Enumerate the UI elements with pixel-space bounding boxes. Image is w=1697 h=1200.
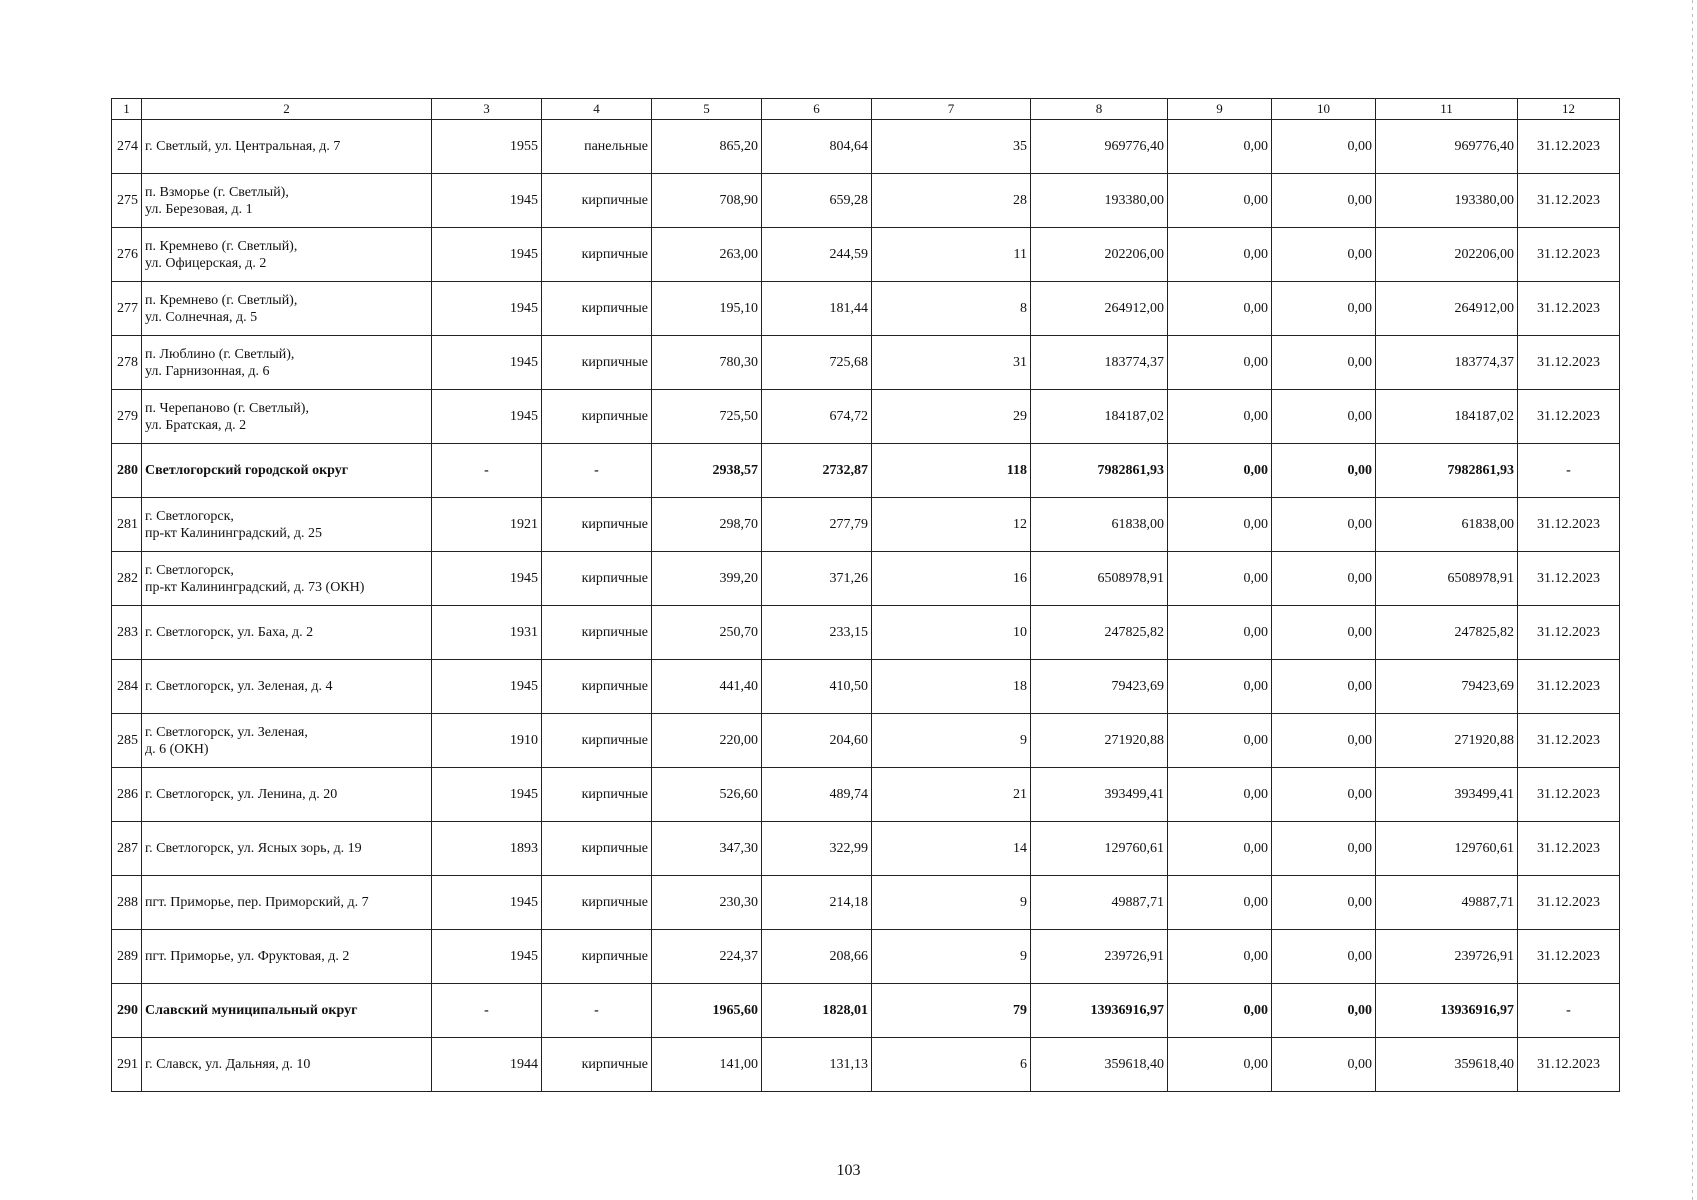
residents-cell: 29 [872, 390, 1031, 444]
area-total-cell: 526,60 [652, 768, 762, 822]
residents-cell: 18 [872, 660, 1031, 714]
cost-total-cell: 6508978,91 [1031, 552, 1168, 606]
cost-budget-cell: 0,00 [1272, 822, 1376, 876]
address-cell: п. Кремнево (г. Светлый), ул. Офицерская, д. 2 [142, 228, 432, 282]
cost-total-cell: 13936916,97 [1031, 984, 1168, 1038]
year-cell: 1944 [432, 1038, 542, 1092]
cost-budget-cell: 0,00 [1272, 228, 1376, 282]
deadline-cell: 31.12.2023 [1518, 120, 1620, 174]
area-living-cell: 181,44 [762, 282, 872, 336]
cost-fund-cell: 0,00 [1168, 876, 1272, 930]
table-row [112, 552, 1620, 606]
cost-owners-cell: 49887,71 [1376, 876, 1518, 930]
deadline-cell: 31.12.2023 [1518, 336, 1620, 390]
cost-budget-cell: 0,00 [1272, 876, 1376, 930]
row-number: 291 [112, 1038, 142, 1092]
cost-budget-cell: 0,00 [1272, 660, 1376, 714]
column-header: 5 [652, 99, 762, 120]
residents-cell: 8 [872, 282, 1031, 336]
cost-total-cell: 202206,00 [1031, 228, 1168, 282]
residents-cell: 79 [872, 984, 1031, 1038]
cost-owners-cell: 264912,00 [1376, 282, 1518, 336]
year-cell: 1945 [432, 282, 542, 336]
year-cell: 1931 [432, 606, 542, 660]
material-cell: кирпичные [542, 606, 652, 660]
area-living-cell: 277,79 [762, 498, 872, 552]
deadline-cell: 31.12.2023 [1518, 174, 1620, 228]
area-total-cell: 780,30 [652, 336, 762, 390]
cost-budget-cell: 0,00 [1272, 390, 1376, 444]
cost-total-cell: 239726,91 [1031, 930, 1168, 984]
area-living-cell: 131,13 [762, 1038, 872, 1092]
cost-fund-cell: 0,00 [1168, 1038, 1272, 1092]
table-row [112, 822, 1620, 876]
cost-budget-cell: 0,00 [1272, 930, 1376, 984]
area-total-cell: 298,70 [652, 498, 762, 552]
cost-owners-cell: 239726,91 [1376, 930, 1518, 984]
area-total-cell: 1965,60 [652, 984, 762, 1038]
year-cell: 1955 [432, 120, 542, 174]
cost-total-cell: 969776,40 [1031, 120, 1168, 174]
year-cell: 1910 [432, 714, 542, 768]
page-number: 103 [836, 1162, 861, 1179]
residents-cell: 21 [872, 768, 1031, 822]
cost-budget-cell: 0,00 [1272, 498, 1376, 552]
cost-fund-cell: 0,00 [1168, 282, 1272, 336]
row-number: 282 [112, 552, 142, 606]
area-total-cell: 2938,57 [652, 444, 762, 498]
residents-cell: 9 [872, 876, 1031, 930]
address-cell: г. Светлый, ул. Центральная, д. 7 [142, 120, 432, 174]
material-cell: кирпичные [542, 336, 652, 390]
address-cell: п. Черепаново (г. Светлый), ул. Братская, д. 2 [142, 390, 432, 444]
cost-total-cell: 247825,82 [1031, 606, 1168, 660]
year-cell: - [432, 444, 542, 498]
year-cell: - [432, 984, 542, 1038]
area-total-cell: 347,30 [652, 822, 762, 876]
deadline-cell: 31.12.2023 [1518, 282, 1620, 336]
material-cell: панельные [542, 120, 652, 174]
cost-budget-cell: 0,00 [1272, 282, 1376, 336]
deadline-cell: 31.12.2023 [1518, 1038, 1620, 1092]
area-total-cell: 224,37 [652, 930, 762, 984]
residents-cell: 9 [872, 714, 1031, 768]
cost-total-cell: 184187,02 [1031, 390, 1168, 444]
row-number: 276 [112, 228, 142, 282]
column-header: 3 [432, 99, 542, 120]
area-total-cell: 220,00 [652, 714, 762, 768]
row-number: 290 [112, 984, 142, 1038]
cost-owners-cell: 193380,00 [1376, 174, 1518, 228]
material-cell: кирпичные [542, 552, 652, 606]
cost-owners-cell: 13936916,97 [1376, 984, 1518, 1038]
row-number: 283 [112, 606, 142, 660]
scan-edge [1692, 0, 1693, 1200]
row-number: 284 [112, 660, 142, 714]
address-cell: пгт. Приморье, пер. Приморский, д. 7 [142, 876, 432, 930]
deadline-cell: 31.12.2023 [1518, 660, 1620, 714]
table-row [112, 606, 1620, 660]
area-total-cell: 399,20 [652, 552, 762, 606]
deadline-cell: 31.12.2023 [1518, 876, 1620, 930]
cost-total-cell: 359618,40 [1031, 1038, 1168, 1092]
cost-total-cell: 183774,37 [1031, 336, 1168, 390]
material-cell: кирпичные [542, 714, 652, 768]
column-header: 6 [762, 99, 872, 120]
cost-fund-cell: 0,00 [1168, 336, 1272, 390]
cost-fund-cell: 0,00 [1168, 228, 1272, 282]
cost-fund-cell: 0,00 [1168, 930, 1272, 984]
area-total-cell: 141,00 [652, 1038, 762, 1092]
year-cell: 1945 [432, 660, 542, 714]
deadline-cell: 31.12.2023 [1518, 822, 1620, 876]
cost-owners-cell: 359618,40 [1376, 1038, 1518, 1092]
column-header: 7 [872, 99, 1031, 120]
column-header: 10 [1272, 99, 1376, 120]
address-cell: п. Кремнево (г. Светлый), ул. Солнечная, д. 5 [142, 282, 432, 336]
cost-fund-cell: 0,00 [1168, 768, 1272, 822]
residents-cell: 10 [872, 606, 1031, 660]
row-number: 286 [112, 768, 142, 822]
row-number: 285 [112, 714, 142, 768]
address-cell: г. Светлогорск, ул. Ясных зорь, д. 19 [142, 822, 432, 876]
cost-fund-cell: 0,00 [1168, 714, 1272, 768]
table-row [112, 498, 1620, 552]
row-number: 278 [112, 336, 142, 390]
row-number: 281 [112, 498, 142, 552]
address-cell: Светлогорский городской округ [142, 444, 432, 498]
residents-cell: 16 [872, 552, 1031, 606]
table-row [112, 876, 1620, 930]
address-cell: г. Славск, ул. Дальняя, д. 10 [142, 1038, 432, 1092]
year-cell: 1945 [432, 228, 542, 282]
deadline-cell: 31.12.2023 [1518, 930, 1620, 984]
cost-owners-cell: 271920,88 [1376, 714, 1518, 768]
deadline-cell: 31.12.2023 [1518, 228, 1620, 282]
column-header: 1 [112, 99, 142, 120]
material-cell: кирпичные [542, 390, 652, 444]
address-cell: п. Люблино (г. Светлый), ул. Гарнизонная, д. 6 [142, 336, 432, 390]
row-number: 277 [112, 282, 142, 336]
cost-fund-cell: 0,00 [1168, 606, 1272, 660]
column-header: 11 [1376, 99, 1518, 120]
column-header: 8 [1031, 99, 1168, 120]
cost-fund-cell: 0,00 [1168, 498, 1272, 552]
cost-fund-cell: 0,00 [1168, 660, 1272, 714]
area-living-cell: 208,66 [762, 930, 872, 984]
cost-owners-cell: 969776,40 [1376, 120, 1518, 174]
area-total-cell: 263,00 [652, 228, 762, 282]
cost-owners-cell: 393499,41 [1376, 768, 1518, 822]
subtotal-row [112, 984, 1620, 1038]
area-total-cell: 725,50 [652, 390, 762, 444]
cost-owners-cell: 79423,69 [1376, 660, 1518, 714]
material-cell: кирпичные [542, 930, 652, 984]
cost-budget-cell: 0,00 [1272, 174, 1376, 228]
area-living-cell: 674,72 [762, 390, 872, 444]
area-living-cell: 322,99 [762, 822, 872, 876]
cost-owners-cell: 247825,82 [1376, 606, 1518, 660]
residents-cell: 11 [872, 228, 1031, 282]
area-living-cell: 804,64 [762, 120, 872, 174]
cost-owners-cell: 202206,00 [1376, 228, 1518, 282]
cost-budget-cell: 0,00 [1272, 606, 1376, 660]
address-cell: Славский муниципальный округ [142, 984, 432, 1038]
row-number: 280 [112, 444, 142, 498]
address-cell: п. Взморье (г. Светлый), ул. Березовая, д. 1 [142, 174, 432, 228]
cost-total-cell: 79423,69 [1031, 660, 1168, 714]
column-header-row [112, 99, 1620, 120]
year-cell: 1945 [432, 390, 542, 444]
cost-total-cell: 393499,41 [1031, 768, 1168, 822]
cost-budget-cell: 0,00 [1272, 444, 1376, 498]
material-cell: кирпичные [542, 1038, 652, 1092]
subtotal-row [112, 444, 1620, 498]
area-living-cell: 233,15 [762, 606, 872, 660]
column-header: 9 [1168, 99, 1272, 120]
area-living-cell: 244,59 [762, 228, 872, 282]
material-cell: кирпичные [542, 660, 652, 714]
cost-total-cell: 49887,71 [1031, 876, 1168, 930]
residents-cell: 35 [872, 120, 1031, 174]
row-number: 289 [112, 930, 142, 984]
table-row [112, 390, 1620, 444]
table-row [112, 282, 1620, 336]
deadline-cell: - [1518, 984, 1620, 1038]
cost-budget-cell: 0,00 [1272, 768, 1376, 822]
cost-budget-cell: 0,00 [1272, 120, 1376, 174]
row-number: 287 [112, 822, 142, 876]
cost-fund-cell: 0,00 [1168, 822, 1272, 876]
cost-fund-cell: 0,00 [1168, 174, 1272, 228]
material-cell: кирпичные [542, 228, 652, 282]
deadline-cell: 31.12.2023 [1518, 768, 1620, 822]
cost-budget-cell: 0,00 [1272, 1038, 1376, 1092]
year-cell: 1921 [432, 498, 542, 552]
cost-owners-cell: 129760,61 [1376, 822, 1518, 876]
row-number: 275 [112, 174, 142, 228]
residents-cell: 28 [872, 174, 1031, 228]
year-cell: 1945 [432, 768, 542, 822]
cost-owners-cell: 61838,00 [1376, 498, 1518, 552]
cost-fund-cell: 0,00 [1168, 120, 1272, 174]
area-total-cell: 250,70 [652, 606, 762, 660]
row-number: 279 [112, 390, 142, 444]
residents-cell: 12 [872, 498, 1031, 552]
area-total-cell: 441,40 [652, 660, 762, 714]
address-cell: г. Светлогорск, ул. Баха, д. 2 [142, 606, 432, 660]
cost-budget-cell: 0,00 [1272, 336, 1376, 390]
housing-table [111, 98, 1620, 1092]
material-cell: - [542, 444, 652, 498]
material-cell: кирпичные [542, 768, 652, 822]
cost-fund-cell: 0,00 [1168, 984, 1272, 1038]
cost-owners-cell: 7982861,93 [1376, 444, 1518, 498]
year-cell: 1945 [432, 552, 542, 606]
material-cell: кирпичные [542, 822, 652, 876]
address-cell: г. Светлогорск, пр-кт Калининградский, д. 73 (ОКН) [142, 552, 432, 606]
row-number: 274 [112, 120, 142, 174]
table-row [112, 660, 1620, 714]
area-living-cell: 214,18 [762, 876, 872, 930]
deadline-cell: 31.12.2023 [1518, 390, 1620, 444]
area-living-cell: 489,74 [762, 768, 872, 822]
table-row [112, 336, 1620, 390]
cost-fund-cell: 0,00 [1168, 390, 1272, 444]
table-row [112, 120, 1620, 174]
address-cell: г. Светлогорск, пр-кт Калининградский, д. 25 [142, 498, 432, 552]
column-header: 4 [542, 99, 652, 120]
table-row [112, 1038, 1620, 1092]
deadline-cell: 31.12.2023 [1518, 606, 1620, 660]
table-row [112, 228, 1620, 282]
cost-fund-cell: 0,00 [1168, 444, 1272, 498]
cost-total-cell: 129760,61 [1031, 822, 1168, 876]
year-cell: 1945 [432, 876, 542, 930]
residents-cell: 6 [872, 1038, 1031, 1092]
material-cell: кирпичные [542, 174, 652, 228]
deadline-cell: 31.12.2023 [1518, 714, 1620, 768]
address-cell: г. Светлогорск, ул. Ленина, д. 20 [142, 768, 432, 822]
area-living-cell: 410,50 [762, 660, 872, 714]
cost-total-cell: 271920,88 [1031, 714, 1168, 768]
area-total-cell: 230,30 [652, 876, 762, 930]
cost-budget-cell: 0,00 [1272, 984, 1376, 1038]
cost-owners-cell: 183774,37 [1376, 336, 1518, 390]
column-header: 12 [1518, 99, 1620, 120]
deadline-cell: - [1518, 444, 1620, 498]
cost-fund-cell: 0,00 [1168, 552, 1272, 606]
address-cell: г. Светлогорск, ул. Зеленая, д. 4 [142, 660, 432, 714]
cost-budget-cell: 0,00 [1272, 714, 1376, 768]
area-total-cell: 865,20 [652, 120, 762, 174]
deadline-cell: 31.12.2023 [1518, 498, 1620, 552]
material-cell: кирпичные [542, 876, 652, 930]
year-cell: 1945 [432, 174, 542, 228]
residents-cell: 14 [872, 822, 1031, 876]
area-living-cell: 2732,87 [762, 444, 872, 498]
cost-total-cell: 7982861,93 [1031, 444, 1168, 498]
address-cell: пгт. Приморье, ул. Фруктовая, д. 2 [142, 930, 432, 984]
cost-total-cell: 193380,00 [1031, 174, 1168, 228]
year-cell: 1893 [432, 822, 542, 876]
residents-cell: 31 [872, 336, 1031, 390]
area-living-cell: 659,28 [762, 174, 872, 228]
area-living-cell: 371,26 [762, 552, 872, 606]
address-cell: г. Светлогорск, ул. Зеленая, д. 6 (ОКН) [142, 714, 432, 768]
table-row [112, 930, 1620, 984]
cost-total-cell: 61838,00 [1031, 498, 1168, 552]
deadline-cell: 31.12.2023 [1518, 552, 1620, 606]
area-living-cell: 725,68 [762, 336, 872, 390]
area-living-cell: 1828,01 [762, 984, 872, 1038]
cost-owners-cell: 6508978,91 [1376, 552, 1518, 606]
cost-total-cell: 264912,00 [1031, 282, 1168, 336]
material-cell: кирпичные [542, 498, 652, 552]
column-header: 2 [142, 99, 432, 120]
table-row [112, 768, 1620, 822]
residents-cell: 9 [872, 930, 1031, 984]
cost-budget-cell: 0,00 [1272, 552, 1376, 606]
area-living-cell: 204,60 [762, 714, 872, 768]
year-cell: 1945 [432, 336, 542, 390]
year-cell: 1945 [432, 930, 542, 984]
residents-cell: 118 [872, 444, 1031, 498]
table-row [112, 714, 1620, 768]
material-cell: кирпичные [542, 282, 652, 336]
row-number: 288 [112, 876, 142, 930]
area-total-cell: 708,90 [652, 174, 762, 228]
material-cell: - [542, 984, 652, 1038]
area-total-cell: 195,10 [652, 282, 762, 336]
cost-owners-cell: 184187,02 [1376, 390, 1518, 444]
table-row [112, 174, 1620, 228]
